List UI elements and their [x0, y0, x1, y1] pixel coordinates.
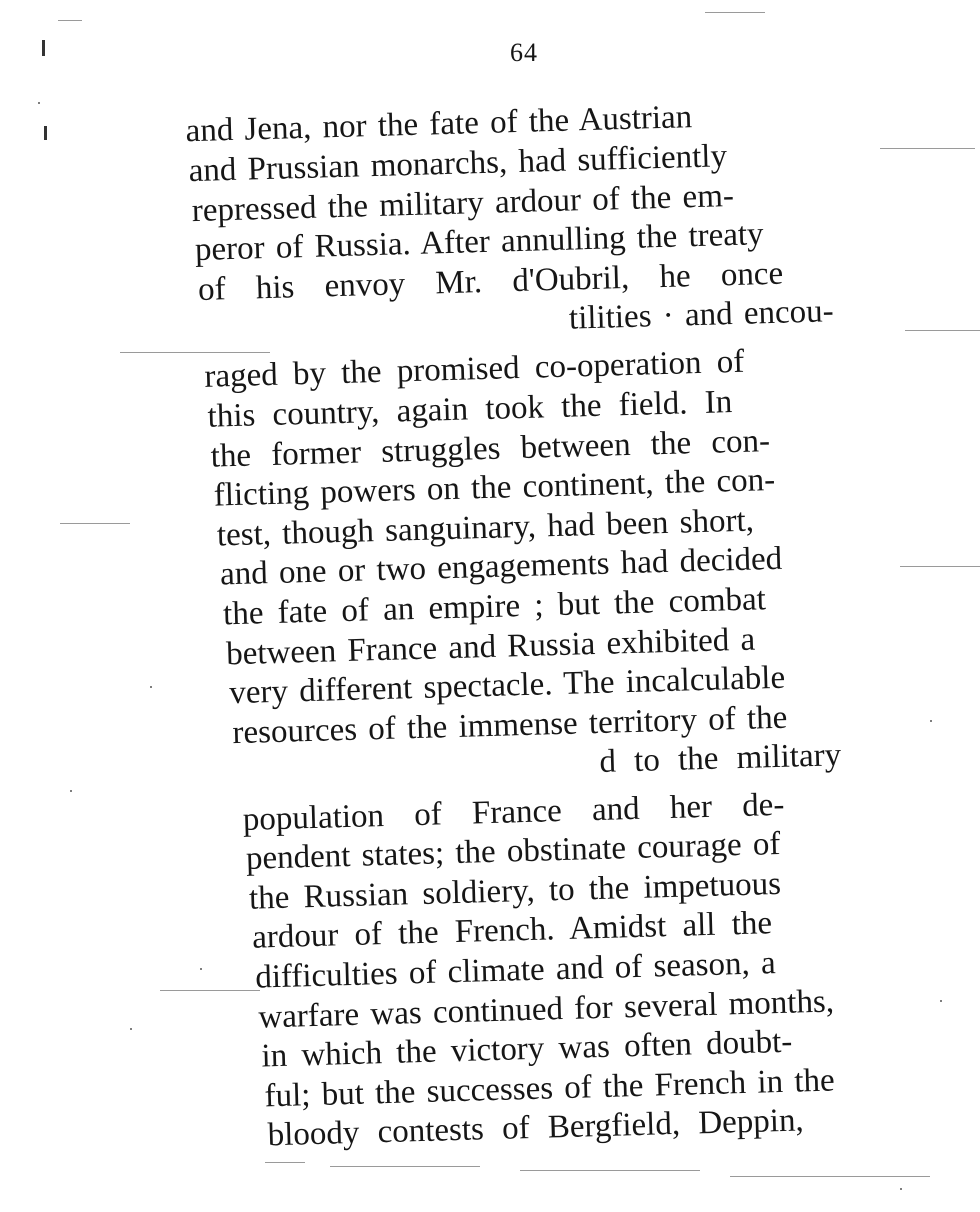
text-line: in which the victory was often doubt-	[261, 1023, 793, 1075]
text-line: of his envoy Mr. d'Oubril, he once	[197, 255, 784, 308]
text-line: difficulties of climate and of season, a	[254, 945, 777, 996]
text-line: resources of the immense territory of the	[231, 699, 788, 752]
text-line: ardour of the French. Amidst all the	[251, 905, 773, 956]
text-line: and Jena, nor the fate of the Austrian	[185, 99, 693, 150]
text-line: warfare was continued for several months,	[257, 983, 835, 1036]
text-line: raged by the promised co-operation of	[204, 343, 745, 395]
text-line: the fate of an empire ; but the combat	[222, 581, 767, 633]
text-line: this country, again took the field. In	[207, 384, 733, 435]
text-line: d to the military	[598, 737, 842, 780]
text-line: ful; but the successes of the French in the	[264, 1062, 836, 1115]
text-line: peror of Russia. After annulling the treaty	[194, 216, 765, 269]
text-line: test, though sanguinary, had been short,	[216, 502, 755, 554]
text-line: between France and Russia exhibited a	[225, 621, 756, 673]
text-line: tilities · and encou-	[568, 293, 835, 337]
text-line: pendent states; the obstinate courage of	[245, 825, 781, 877]
speck	[900, 1188, 902, 1190]
text-line: population of France and her de-	[242, 786, 785, 838]
text-line: and one or two engagements had decided	[219, 540, 783, 593]
text-line: the Russian soldiery, to the impetuous	[248, 865, 782, 917]
page-number: 64	[510, 38, 538, 67]
text-line: very different spectacle. The incalculable	[228, 659, 786, 712]
text-line: repressed the military ardour of the em-	[191, 177, 735, 230]
text-line: and Prussian monarchs, had sufficiently	[188, 138, 728, 190]
text-line: flicting powers on the continent, the con-	[213, 461, 776, 514]
text-line: bloody contests of Bergfield, Deppin,	[267, 1102, 805, 1154]
text-line: the former struggles between the con-	[210, 423, 771, 475]
